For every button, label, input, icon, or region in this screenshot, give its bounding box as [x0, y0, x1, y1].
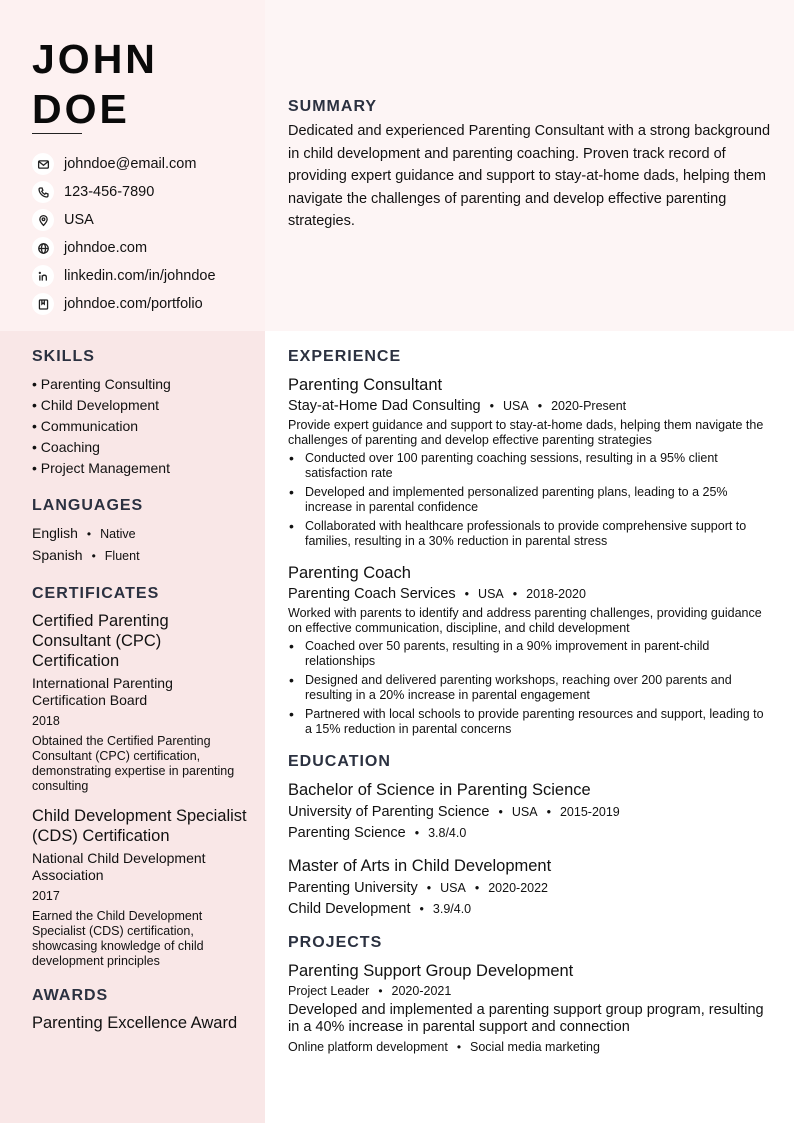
project-tag: Online platform development — [288, 1040, 448, 1054]
separator-dot: • — [456, 1040, 462, 1054]
portfolio-icon — [32, 293, 54, 315]
education-meta — [288, 803, 774, 821]
job-entry — [288, 375, 774, 549]
certificate-org: National Child Development Association — [32, 850, 206, 883]
contact-list — [32, 150, 262, 318]
achievement-item: • Designed and delivered parenting workshops, reaching over 200 parents and resulting in a 20% increase in parental engagement — [288, 673, 774, 703]
education-degree: Master of Arts in Child Development — [288, 857, 552, 875]
projects-section — [288, 934, 774, 1054]
certificates-section — [32, 585, 247, 969]
separator-dot: • — [91, 549, 96, 563]
job-achievements — [288, 639, 774, 737]
awards-title: AWARDS — [32, 987, 109, 1004]
job-entry — [288, 563, 774, 737]
certificate-name: Certified Parenting Consultant (CPC) Certification — [32, 612, 169, 670]
project-title: Parenting Support Group Development — [288, 962, 574, 980]
education-field: Parenting Science — [288, 825, 406, 841]
achievement-item: • Coached over 50 parents, resulting in a 90% improvement in parent-child relationships — [288, 639, 774, 669]
separator-dot: • — [489, 399, 495, 413]
contact-location — [32, 206, 262, 234]
job-dates: 2018-2020 — [526, 587, 586, 601]
certificate-name: Child Development Specialist (CDS) Certification — [32, 807, 247, 845]
education-section — [288, 753, 774, 918]
achievement-item: • Collaborated with healthcare professionals to provide comprehensive support to families, resulting in a 30% reduction in parental stress — [288, 519, 774, 549]
language-name: Spanish — [32, 547, 83, 563]
contact-phone[interactable] — [32, 178, 262, 206]
job-dates: 2020-Present — [551, 399, 627, 413]
education-entry — [288, 856, 774, 918]
education-location: USA — [511, 805, 538, 819]
contact-location-text: USA — [64, 212, 94, 228]
contact-email-text: johndoe@email.com — [64, 156, 197, 172]
job-company: Stay-at-Home Dad Consulting — [288, 398, 481, 414]
education-entry — [288, 780, 774, 842]
achievement-item: • Conducted over 100 parenting coaching sessions, resulting in a 95% client satisfaction rate — [288, 451, 774, 481]
contact-linkedin[interactable] — [32, 262, 262, 290]
certificate-year: 2018 — [32, 714, 60, 728]
education-gpa: 3.8/4.0 — [428, 826, 467, 840]
job-company: Parenting Coach Services — [288, 586, 456, 602]
education-field-row — [288, 900, 774, 918]
separator-dot: • — [419, 902, 424, 916]
education-dates: 2015-2019 — [559, 805, 620, 819]
language-item — [32, 523, 247, 545]
skill-item: • Child Development — [32, 397, 160, 413]
language-level: Native — [100, 527, 136, 541]
separator-dot: • — [426, 881, 432, 895]
languages-section — [32, 497, 247, 567]
name-divider — [32, 133, 82, 134]
skill-item: • Coaching — [32, 439, 100, 455]
certificate-org: International Parenting Certification Board — [32, 675, 173, 708]
last-name: DOE — [32, 86, 130, 132]
phone-icon — [32, 181, 54, 203]
project-entry — [288, 961, 774, 1054]
separator-dot: • — [86, 527, 92, 541]
job-title: Parenting Consultant — [288, 376, 443, 394]
awards-section — [32, 987, 247, 1033]
certificates-title: CERTIFICATES — [32, 585, 160, 602]
education-location: USA — [440, 881, 466, 895]
achievement-item: • Partnered with local schools to provide parenting resources and support, leading to a 15% reduction in parental concerns — [288, 707, 774, 737]
summary-title: SUMMARY — [288, 98, 378, 115]
separator-dot: • — [546, 805, 551, 819]
project-dates: 2020-2021 — [391, 984, 452, 998]
certificate-desc: Earned the Child Development Specialist (CDS) certification, showcasing knowledge of child development principles — [32, 909, 204, 968]
separator-dot: • — [498, 805, 503, 819]
project-tag: Social media marketing — [470, 1040, 600, 1054]
language-name: English — [32, 525, 78, 541]
certificate-item — [32, 611, 247, 794]
skill-item: • Communication — [32, 418, 139, 434]
sidebar — [32, 348, 247, 1051]
certificate-item — [32, 806, 247, 969]
contact-website[interactable] — [32, 234, 262, 262]
award-item: Parenting Excellence Award — [32, 1014, 238, 1032]
languages-title: LANGUAGES — [32, 497, 144, 514]
mail-icon — [32, 153, 54, 175]
separator-dot: • — [474, 881, 480, 895]
job-meta — [288, 586, 774, 602]
separator-dot: • — [464, 587, 470, 601]
candidate-name — [32, 34, 252, 134]
job-location: USA — [503, 399, 529, 413]
summary-section — [288, 98, 772, 233]
skills-section — [32, 348, 247, 479]
project-tags — [288, 1040, 774, 1054]
job-description: Provide expert guidance and support to stay-at-home dads, helping them navigate the challenges of parenting and develop effective parenting strategies — [288, 418, 764, 447]
education-gpa: 3.9/4.0 — [432, 902, 472, 916]
contact-portfolio-text: johndoe.com/portfolio — [64, 296, 203, 312]
separator-dot: • — [512, 587, 518, 601]
contact-portfolio[interactable] — [32, 290, 262, 318]
experience-section — [288, 348, 774, 737]
project-description: Developed and implemented a parenting support group program, resulting in a 40% increase in parental support and connection — [288, 1002, 764, 1035]
education-title: EDUCATION — [288, 753, 391, 770]
job-title: Parenting Coach — [288, 564, 411, 582]
globe-icon — [32, 237, 54, 259]
education-school: Parenting University — [288, 880, 418, 896]
job-meta — [288, 398, 774, 414]
separator-dot: • — [414, 826, 420, 840]
language-item — [32, 545, 247, 567]
job-achievements — [288, 451, 774, 549]
job-location: USA — [478, 587, 504, 601]
contact-phone-text: 123-456-7890 — [64, 184, 155, 200]
summary-text: Dedicated and experienced Parenting Consultant with a strong background in child development and parenting coaching. Proven track record of providing expert guidance and support to stay-at-home dads, helping them navigate the challenges of parenting and develop effective parenting strategies. — [288, 123, 771, 229]
contact-website-text: johndoe.com — [64, 240, 148, 256]
first-name: JOHN — [32, 36, 158, 82]
separator-dot: • — [378, 984, 383, 998]
separator-dot: • — [537, 399, 543, 413]
job-description: Worked with parents to identify and address parenting challenges, providing guidance on effective communication, discipline, and child development — [288, 606, 762, 635]
project-role: Project Leader — [288, 984, 370, 998]
education-meta — [288, 879, 774, 897]
projects-title: PROJECTS — [288, 934, 383, 951]
skill-item: • Parenting Consulting — [32, 376, 171, 392]
education-field-row — [288, 824, 774, 842]
project-meta — [288, 984, 774, 998]
skill-item: • Project Management — [32, 460, 170, 476]
education-degree: Bachelor of Science in Parenting Science — [288, 781, 591, 799]
education-school: University of Parenting Science — [288, 804, 490, 820]
location-pin-icon — [32, 209, 54, 231]
language-level: Fluent — [104, 549, 140, 563]
linkedin-icon — [32, 265, 54, 287]
experience-title: EXPERIENCE — [288, 348, 402, 365]
main-column — [288, 348, 774, 1070]
contact-email[interactable] — [32, 150, 262, 178]
education-field: Child Development — [288, 901, 411, 917]
achievement-item: • Developed and implemented personalized parenting plans, leading to a 25% increase in parental confidence — [288, 485, 774, 515]
certificate-year: 2017 — [32, 889, 60, 903]
contact-linkedin-text: linkedin.com/in/johndoe — [64, 268, 216, 284]
education-dates: 2020-2022 — [488, 881, 549, 895]
certificate-desc: Obtained the Certified Parenting Consultant (CPC) certification, demonstrating expertise in parenting consulting — [32, 734, 235, 793]
skills-title: SKILLS — [32, 348, 95, 365]
